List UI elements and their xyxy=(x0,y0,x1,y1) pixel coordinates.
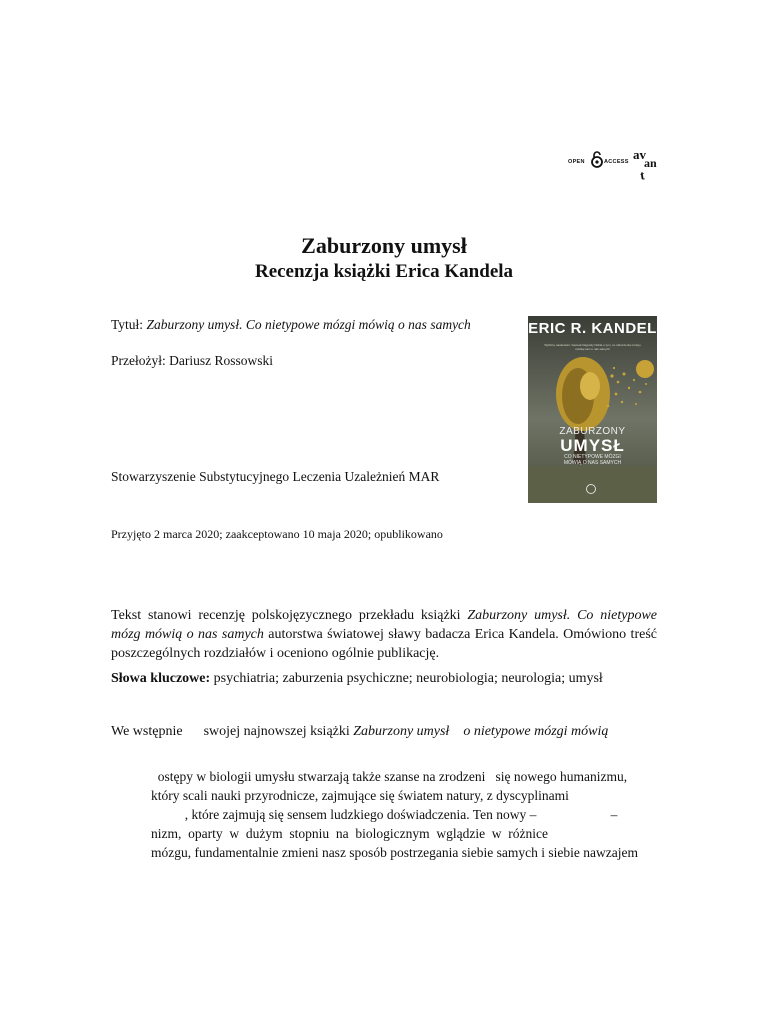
publisher-logo-icon xyxy=(586,484,596,494)
open-access-left-text: OPEN xyxy=(568,159,585,165)
award-badge xyxy=(636,360,654,378)
quote-line: który scali nauki przyrodnicze, zajmujące się światem natury, z dyscyplinami xyxy=(151,788,569,803)
publication-dates: Przyjęto 2 marca 2020; zaakceptowano 10 maja 2020; opublikowano xyxy=(111,527,443,541)
book-cover-image xyxy=(528,316,657,503)
svg-text:an: an xyxy=(644,156,657,170)
block-quote xyxy=(151,767,657,862)
intro-text: We wstępnie swojej najnowszej książki xyxy=(111,724,354,739)
svg-text:av: av xyxy=(633,148,646,162)
quote-line: mózgu, fundamentalnie zmieni nasz sposób postrzegania siebie samych i siebie nawzajem xyxy=(151,845,638,860)
cover-title-small: ZABURZONY xyxy=(559,426,626,437)
abstract-paragraph xyxy=(111,606,657,663)
avant-journal-logo xyxy=(632,148,662,182)
cover-subtitle: CO NIETYPOWE MÓZGI MÓWIĄ O NAS SAMYCH xyxy=(563,454,622,466)
book-title-label: Tytuł: xyxy=(111,317,147,332)
quote-line: nizm, oparty w dużym stopniu na biologicznym wglądzie w różnice xyxy=(151,826,549,841)
abstract-book-title: Zaburzony umysł. Co nietypowe mózg mówią o nas samych xyxy=(111,608,657,642)
cover-author: ERIC R. KANDEL xyxy=(528,320,657,337)
intro-paragraph xyxy=(111,722,657,741)
cover-blurb: Wybitny naukowiec i laureat Nagrody Nobla o tym, co zaburzenia mózgu mówią nam o nas samych xyxy=(544,343,641,351)
intro-book-title: Zaburzony umysł o nietypowe mózgi mówią xyxy=(353,724,609,739)
book-title-line xyxy=(111,317,471,333)
abstract-text-a: Tekst stanowi recenzję polskojęzycznego przekładu książki xyxy=(111,608,468,623)
keywords-line xyxy=(111,669,657,688)
quote-line: ostępy w biologii umysłu stwarzają także szanse na zrodzeni się nowego humanizmu, xyxy=(151,769,628,784)
document-title: Zaburzony umysł xyxy=(301,233,467,258)
avant-logo-mark xyxy=(632,148,662,182)
author-affiliation: Stowarzyszenie Substytucyjnego Leczenia Uzależnień MAR xyxy=(111,469,440,484)
cover-title-big: UMYSŁ xyxy=(560,436,625,455)
quote-line: , które zajmują się sensem ludzkiego doświadczenia. Ten nowy – – xyxy=(151,807,618,822)
open-lock-icon xyxy=(591,150,603,168)
keywords-value: psychiatria; zaburzenia psychiczne; neurobiologia; neurologia; umysł xyxy=(210,671,603,686)
open-access-logo xyxy=(568,148,632,176)
abstract-text-b: autorstwa światowej sławy badacza Erica Kandela. Omówiono treść poszczególnych rozdziałów i oceniono ogólnie publikację. xyxy=(111,627,657,661)
book-title-value: Zaburzony umysł. Co nietypowe mózgi mówią o nas samych xyxy=(146,317,471,332)
open-access-right-text: ACCESS xyxy=(604,159,629,165)
svg-text:t: t xyxy=(639,167,646,182)
translator-line: Przełożył: Dariusz Rossowski xyxy=(111,353,273,368)
keywords-label: Słowa kluczowe: xyxy=(111,671,211,686)
document-subtitle: Recenzja książki Erica Kandela xyxy=(254,261,514,282)
